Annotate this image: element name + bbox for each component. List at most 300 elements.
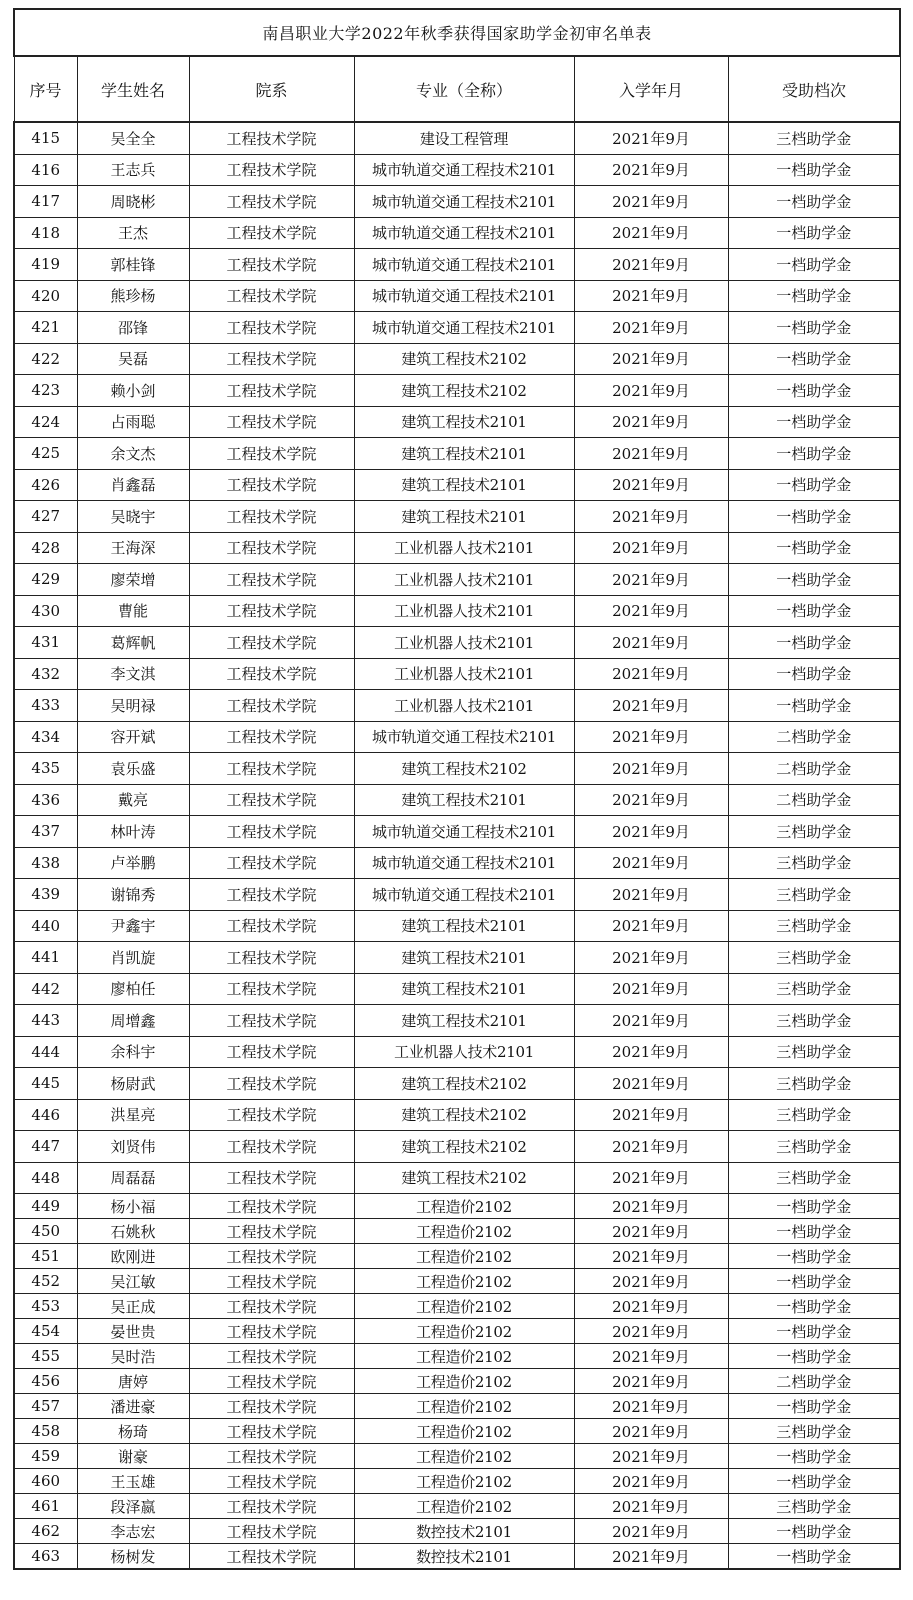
- cell-student-name: 肖凯旋: [77, 942, 189, 974]
- cell-index: 416: [14, 154, 77, 186]
- cell-index: 419: [14, 249, 77, 281]
- table-row: [14, 847, 900, 879]
- cell-major: 工业机器人技术2101: [354, 690, 574, 722]
- cell-student-name: 谢豪: [77, 1444, 189, 1469]
- cell-grant-level: 一档助学金: [728, 1344, 900, 1369]
- cell-enrollment: 2021年9月: [574, 280, 728, 312]
- cell-grant-level: 一档助学金: [728, 532, 900, 564]
- cell-index: 453: [14, 1294, 77, 1319]
- cell-major: 工程造价2102: [354, 1319, 574, 1344]
- table-row: [14, 469, 900, 501]
- cell-student-name: 占雨聪: [77, 406, 189, 438]
- cell-enrollment: 2021年9月: [574, 658, 728, 690]
- cell-index: 461: [14, 1494, 77, 1519]
- cell-student-name: 石姚秋: [77, 1219, 189, 1244]
- cell-department: 工程技术学院: [189, 1294, 354, 1319]
- cell-enrollment: 2021年9月: [574, 1219, 728, 1244]
- cell-index: 423: [14, 375, 77, 407]
- table-row: [14, 375, 900, 407]
- table-row: [14, 1099, 900, 1131]
- cell-student-name: 王海深: [77, 532, 189, 564]
- table-row: [14, 879, 900, 911]
- cell-index: 417: [14, 186, 77, 218]
- cell-department: 工程技术学院: [189, 784, 354, 816]
- cell-grant-level: 一档助学金: [728, 627, 900, 659]
- table-row: [14, 1369, 900, 1394]
- cell-index: 436: [14, 784, 77, 816]
- cell-grant-level: 一档助学金: [728, 1544, 900, 1570]
- cell-major: 工程造价2102: [354, 1369, 574, 1394]
- cell-enrollment: 2021年9月: [574, 942, 728, 974]
- cell-index: 420: [14, 280, 77, 312]
- cell-enrollment: 2021年9月: [574, 1194, 728, 1219]
- cell-department: 工程技术学院: [189, 1269, 354, 1294]
- cell-major: 数控技术2101: [354, 1544, 574, 1570]
- cell-index: 441: [14, 942, 77, 974]
- cell-grant-level: 三档助学金: [728, 1068, 900, 1100]
- cell-index: 444: [14, 1036, 77, 1068]
- table-row: [14, 1036, 900, 1068]
- cell-index: 435: [14, 753, 77, 785]
- col-header-enrollment: 入学年月: [574, 56, 728, 122]
- cell-student-name: 杨树发: [77, 1544, 189, 1570]
- cell-major: 工程造价2102: [354, 1419, 574, 1444]
- cell-index: 443: [14, 1005, 77, 1037]
- cell-index: 430: [14, 595, 77, 627]
- cell-department: 工程技术学院: [189, 1469, 354, 1494]
- cell-grant-level: 一档助学金: [728, 280, 900, 312]
- cell-student-name: 段泽嬴: [77, 1494, 189, 1519]
- table-title: 南昌职业大学2022年秋季获得国家助学金初审名单表: [14, 9, 900, 56]
- cell-enrollment: 2021年9月: [574, 816, 728, 848]
- header-row: [14, 56, 900, 122]
- cell-student-name: 周晓彬: [77, 186, 189, 218]
- cell-student-name: 刘贤伟: [77, 1131, 189, 1163]
- cell-department: 工程技术学院: [189, 910, 354, 942]
- cell-major: 建筑工程技术2102: [354, 753, 574, 785]
- cell-grant-level: 一档助学金: [728, 375, 900, 407]
- cell-index: 418: [14, 217, 77, 249]
- cell-index: 428: [14, 532, 77, 564]
- cell-index: 457: [14, 1394, 77, 1419]
- cell-enrollment: 2021年9月: [574, 973, 728, 1005]
- cell-index: 452: [14, 1269, 77, 1294]
- cell-student-name: 吴磊: [77, 343, 189, 375]
- cell-department: 工程技术学院: [189, 690, 354, 722]
- cell-major: 城市轨道交通工程技术2101: [354, 280, 574, 312]
- cell-department: 工程技术学院: [189, 249, 354, 281]
- cell-grant-level: 一档助学金: [728, 312, 900, 344]
- cell-index: 442: [14, 973, 77, 1005]
- cell-student-name: 林叶涛: [77, 816, 189, 848]
- cell-grant-level: 一档助学金: [728, 217, 900, 249]
- cell-major: 工业机器人技术2101: [354, 658, 574, 690]
- cell-student-name: 袁乐盛: [77, 753, 189, 785]
- cell-department: 工程技术学院: [189, 753, 354, 785]
- cell-student-name: 王玉雄: [77, 1469, 189, 1494]
- table-row: [14, 1419, 900, 1444]
- cell-index: 429: [14, 564, 77, 596]
- table-row: [14, 1244, 900, 1269]
- cell-grant-level: 三档助学金: [728, 1162, 900, 1194]
- cell-student-name: 欧刚进: [77, 1244, 189, 1269]
- cell-index: 460: [14, 1469, 77, 1494]
- cell-enrollment: 2021年9月: [574, 186, 728, 218]
- table-row: [14, 973, 900, 1005]
- cell-enrollment: 2021年9月: [574, 690, 728, 722]
- cell-enrollment: 2021年9月: [574, 1544, 728, 1570]
- table-row: [14, 1269, 900, 1294]
- cell-major: 城市轨道交通工程技术2101: [354, 847, 574, 879]
- cell-grant-level: 一档助学金: [728, 186, 900, 218]
- cell-department: 工程技术学院: [189, 627, 354, 659]
- cell-grant-level: 一档助学金: [728, 1319, 900, 1344]
- cell-enrollment: 2021年9月: [574, 1444, 728, 1469]
- cell-student-name: 余文杰: [77, 438, 189, 470]
- cell-major: 建筑工程技术2102: [354, 1099, 574, 1131]
- table-row: [14, 1469, 900, 1494]
- col-header-major: 专业（全称）: [354, 56, 574, 122]
- table-row: [14, 186, 900, 218]
- cell-enrollment: 2021年9月: [574, 1469, 728, 1494]
- table-row: [14, 1005, 900, 1037]
- cell-department: 工程技术学院: [189, 1419, 354, 1444]
- cell-enrollment: 2021年9月: [574, 217, 728, 249]
- table-row: [14, 154, 900, 186]
- cell-enrollment: 2021年9月: [574, 406, 728, 438]
- cell-department: 工程技术学院: [189, 501, 354, 533]
- cell-department: 工程技术学院: [189, 1036, 354, 1068]
- cell-department: 工程技术学院: [189, 1494, 354, 1519]
- cell-major: 建筑工程技术2102: [354, 1131, 574, 1163]
- cell-index: 462: [14, 1519, 77, 1544]
- cell-grant-level: 一档助学金: [728, 343, 900, 375]
- table-row: [14, 1394, 900, 1419]
- cell-student-name: 廖柏任: [77, 973, 189, 1005]
- cell-student-name: 卢举鹏: [77, 847, 189, 879]
- cell-index: 455: [14, 1344, 77, 1369]
- cell-enrollment: 2021年9月: [574, 312, 728, 344]
- cell-major: 城市轨道交通工程技术2101: [354, 879, 574, 911]
- cell-grant-level: 三档助学金: [728, 910, 900, 942]
- cell-grant-level: 一档助学金: [728, 1444, 900, 1469]
- cell-major: 城市轨道交通工程技术2101: [354, 217, 574, 249]
- cell-enrollment: 2021年9月: [574, 249, 728, 281]
- cell-grant-level: 三档助学金: [728, 1131, 900, 1163]
- cell-index: 422: [14, 343, 77, 375]
- cell-student-name: 潘进豪: [77, 1394, 189, 1419]
- cell-major: 工业机器人技术2101: [354, 627, 574, 659]
- cell-student-name: 王杰: [77, 217, 189, 249]
- cell-department: 工程技术学院: [189, 1219, 354, 1244]
- cell-major: 建设工程管理: [354, 122, 574, 154]
- table-row: [14, 1519, 900, 1544]
- table-row: [14, 942, 900, 974]
- cell-grant-level: 一档助学金: [728, 154, 900, 186]
- cell-department: 工程技术学院: [189, 343, 354, 375]
- cell-major: 工业机器人技术2101: [354, 564, 574, 596]
- cell-department: 工程技术学院: [189, 595, 354, 627]
- cell-index: 463: [14, 1544, 77, 1570]
- cell-grant-level: 三档助学金: [728, 1036, 900, 1068]
- table-row: [14, 721, 900, 753]
- cell-student-name: 谢锦秀: [77, 879, 189, 911]
- cell-department: 工程技术学院: [189, 280, 354, 312]
- cell-major: 工业机器人技术2101: [354, 1036, 574, 1068]
- grant-list-table: [13, 8, 901, 1570]
- table-row: [14, 1494, 900, 1519]
- cell-student-name: 王志兵: [77, 154, 189, 186]
- cell-major: 建筑工程技术2101: [354, 784, 574, 816]
- cell-department: 工程技术学院: [189, 406, 354, 438]
- cell-index: 421: [14, 312, 77, 344]
- cell-enrollment: 2021年9月: [574, 910, 728, 942]
- cell-enrollment: 2021年9月: [574, 122, 728, 154]
- cell-student-name: 赖小剑: [77, 375, 189, 407]
- cell-index: 456: [14, 1369, 77, 1394]
- cell-department: 工程技术学院: [189, 532, 354, 564]
- cell-student-name: 吴正成: [77, 1294, 189, 1319]
- cell-major: 工程造价2102: [354, 1494, 574, 1519]
- cell-enrollment: 2021年9月: [574, 753, 728, 785]
- col-header-grant-level: 受助档次: [728, 56, 900, 122]
- cell-grant-level: 一档助学金: [728, 1194, 900, 1219]
- cell-grant-level: 二档助学金: [728, 753, 900, 785]
- cell-student-name: 洪星亮: [77, 1099, 189, 1131]
- cell-index: 425: [14, 438, 77, 470]
- cell-index: 440: [14, 910, 77, 942]
- cell-major: 工程造价2102: [354, 1444, 574, 1469]
- cell-enrollment: 2021年9月: [574, 564, 728, 596]
- cell-enrollment: 2021年9月: [574, 438, 728, 470]
- table-row: [14, 217, 900, 249]
- table-row: [14, 1068, 900, 1100]
- cell-grant-level: 二档助学金: [728, 721, 900, 753]
- cell-department: 工程技术学院: [189, 1369, 354, 1394]
- cell-grant-level: 三档助学金: [728, 847, 900, 879]
- cell-index: 459: [14, 1444, 77, 1469]
- table-row: [14, 1131, 900, 1163]
- cell-department: 工程技术学院: [189, 1068, 354, 1100]
- cell-department: 工程技术学院: [189, 1394, 354, 1419]
- cell-department: 工程技术学院: [189, 217, 354, 249]
- cell-index: 451: [14, 1244, 77, 1269]
- table-row: [14, 343, 900, 375]
- cell-department: 工程技术学院: [189, 942, 354, 974]
- cell-department: 工程技术学院: [189, 564, 354, 596]
- cell-department: 工程技术学院: [189, 973, 354, 1005]
- cell-student-name: 郭桂锋: [77, 249, 189, 281]
- cell-department: 工程技术学院: [189, 1444, 354, 1469]
- cell-department: 工程技术学院: [189, 438, 354, 470]
- cell-major: 建筑工程技术2102: [354, 1068, 574, 1100]
- cell-student-name: 周磊磊: [77, 1162, 189, 1194]
- cell-major: 城市轨道交通工程技术2101: [354, 721, 574, 753]
- cell-major: 工程造价2102: [354, 1469, 574, 1494]
- cell-index: 427: [14, 501, 77, 533]
- table-row: [14, 816, 900, 848]
- cell-department: 工程技术学院: [189, 847, 354, 879]
- cell-student-name: 吴时浩: [77, 1344, 189, 1369]
- cell-major: 建筑工程技术2102: [354, 1162, 574, 1194]
- cell-major: 建筑工程技术2102: [354, 343, 574, 375]
- cell-student-name: 廖荣增: [77, 564, 189, 596]
- table-row: [14, 564, 900, 596]
- cell-enrollment: 2021年9月: [574, 1099, 728, 1131]
- cell-enrollment: 2021年9月: [574, 1369, 728, 1394]
- cell-department: 工程技术学院: [189, 375, 354, 407]
- table-row: [14, 280, 900, 312]
- table-row: [14, 1344, 900, 1369]
- cell-grant-level: 一档助学金: [728, 249, 900, 281]
- cell-major: 建筑工程技术2101: [354, 973, 574, 1005]
- cell-student-name: 吴全全: [77, 122, 189, 154]
- cell-index: 415: [14, 122, 77, 154]
- cell-major: 城市轨道交通工程技术2101: [354, 186, 574, 218]
- cell-grant-level: 三档助学金: [728, 1419, 900, 1444]
- cell-student-name: 熊珍杨: [77, 280, 189, 312]
- cell-grant-level: 一档助学金: [728, 438, 900, 470]
- cell-major: 建筑工程技术2101: [354, 910, 574, 942]
- cell-student-name: 唐婷: [77, 1369, 189, 1394]
- cell-enrollment: 2021年9月: [574, 847, 728, 879]
- cell-grant-level: 一档助学金: [728, 1269, 900, 1294]
- cell-enrollment: 2021年9月: [574, 1394, 728, 1419]
- table-row: [14, 501, 900, 533]
- cell-enrollment: 2021年9月: [574, 1519, 728, 1544]
- table-row: [14, 1194, 900, 1219]
- table-row: [14, 595, 900, 627]
- cell-enrollment: 2021年9月: [574, 1036, 728, 1068]
- col-header-department: 院系: [189, 56, 354, 122]
- cell-enrollment: 2021年9月: [574, 879, 728, 911]
- cell-major: 工程造价2102: [354, 1269, 574, 1294]
- cell-department: 工程技术学院: [189, 154, 354, 186]
- table-row: [14, 1319, 900, 1344]
- cell-index: 446: [14, 1099, 77, 1131]
- table-row: [14, 658, 900, 690]
- table-row: [14, 1544, 900, 1570]
- table-row: [14, 1294, 900, 1319]
- cell-department: 工程技术学院: [189, 1162, 354, 1194]
- cell-enrollment: 2021年9月: [574, 595, 728, 627]
- cell-grant-level: 一档助学金: [728, 564, 900, 596]
- cell-grant-level: 一档助学金: [728, 1294, 900, 1319]
- cell-major: 工程造价2102: [354, 1344, 574, 1369]
- cell-enrollment: 2021年9月: [574, 1269, 728, 1294]
- cell-department: 工程技术学院: [189, 816, 354, 848]
- cell-major: 工程造价2102: [354, 1244, 574, 1269]
- cell-department: 工程技术学院: [189, 1244, 354, 1269]
- cell-enrollment: 2021年9月: [574, 1319, 728, 1344]
- cell-index: 445: [14, 1068, 77, 1100]
- table-row: [14, 532, 900, 564]
- cell-index: 449: [14, 1194, 77, 1219]
- table-row: [14, 438, 900, 470]
- cell-department: 工程技术学院: [189, 312, 354, 344]
- cell-index: 432: [14, 658, 77, 690]
- cell-major: 建筑工程技术2101: [354, 469, 574, 501]
- cell-enrollment: 2021年9月: [574, 721, 728, 753]
- cell-student-name: 容开斌: [77, 721, 189, 753]
- cell-student-name: 曹能: [77, 595, 189, 627]
- cell-major: 城市轨道交通工程技术2101: [354, 312, 574, 344]
- cell-student-name: 葛辉帆: [77, 627, 189, 659]
- cell-enrollment: 2021年9月: [574, 1131, 728, 1163]
- cell-major: 工程造价2102: [354, 1394, 574, 1419]
- cell-student-name: 李志宏: [77, 1519, 189, 1544]
- cell-student-name: 肖鑫磊: [77, 469, 189, 501]
- cell-index: 454: [14, 1319, 77, 1344]
- cell-index: 424: [14, 406, 77, 438]
- cell-student-name: 杨小福: [77, 1194, 189, 1219]
- cell-enrollment: 2021年9月: [574, 1005, 728, 1037]
- cell-grant-level: 三档助学金: [728, 879, 900, 911]
- table-row: [14, 690, 900, 722]
- cell-grant-level: 一档助学金: [728, 1469, 900, 1494]
- cell-major: 工程造价2102: [354, 1219, 574, 1244]
- cell-major: 工程造价2102: [354, 1194, 574, 1219]
- cell-student-name: 余科宇: [77, 1036, 189, 1068]
- cell-grant-level: 三档助学金: [728, 942, 900, 974]
- cell-grant-level: 一档助学金: [728, 595, 900, 627]
- cell-index: 448: [14, 1162, 77, 1194]
- cell-grant-level: 三档助学金: [728, 973, 900, 1005]
- table-row: [14, 1444, 900, 1469]
- cell-grant-level: 三档助学金: [728, 816, 900, 848]
- cell-department: 工程技术学院: [189, 1099, 354, 1131]
- cell-major: 数控技术2101: [354, 1519, 574, 1544]
- cell-grant-level: 三档助学金: [728, 1005, 900, 1037]
- col-header-index: 序号: [14, 56, 77, 122]
- table-row: [14, 1162, 900, 1194]
- cell-grant-level: 一档助学金: [728, 658, 900, 690]
- cell-enrollment: 2021年9月: [574, 1419, 728, 1444]
- cell-index: 450: [14, 1219, 77, 1244]
- cell-department: 工程技术学院: [189, 469, 354, 501]
- cell-student-name: 吴明禄: [77, 690, 189, 722]
- cell-major: 建筑工程技术2102: [354, 375, 574, 407]
- table-row: [14, 753, 900, 785]
- cell-major: 城市轨道交通工程技术2101: [354, 154, 574, 186]
- cell-grant-level: 二档助学金: [728, 784, 900, 816]
- cell-department: 工程技术学院: [189, 1131, 354, 1163]
- cell-department: 工程技术学院: [189, 879, 354, 911]
- cell-major: 建筑工程技术2101: [354, 438, 574, 470]
- cell-department: 工程技术学院: [189, 1005, 354, 1037]
- cell-enrollment: 2021年9月: [574, 1294, 728, 1319]
- cell-index: 438: [14, 847, 77, 879]
- cell-department: 工程技术学院: [189, 1319, 354, 1344]
- table-row: [14, 406, 900, 438]
- cell-student-name: 杨尉武: [77, 1068, 189, 1100]
- cell-grant-level: 二档助学金: [728, 1369, 900, 1394]
- cell-enrollment: 2021年9月: [574, 784, 728, 816]
- cell-major: 建筑工程技术2101: [354, 406, 574, 438]
- cell-grant-level: 一档助学金: [728, 1244, 900, 1269]
- cell-enrollment: 2021年9月: [574, 1068, 728, 1100]
- cell-department: 工程技术学院: [189, 1194, 354, 1219]
- cell-grant-level: 三档助学金: [728, 122, 900, 154]
- cell-student-name: 杨琦: [77, 1419, 189, 1444]
- cell-enrollment: 2021年9月: [574, 469, 728, 501]
- cell-student-name: 邵锋: [77, 312, 189, 344]
- cell-student-name: 尹鑫宇: [77, 910, 189, 942]
- cell-department: 工程技术学院: [189, 1544, 354, 1570]
- cell-major: 城市轨道交通工程技术2101: [354, 249, 574, 281]
- table-body: [14, 122, 900, 1569]
- table-row: [14, 910, 900, 942]
